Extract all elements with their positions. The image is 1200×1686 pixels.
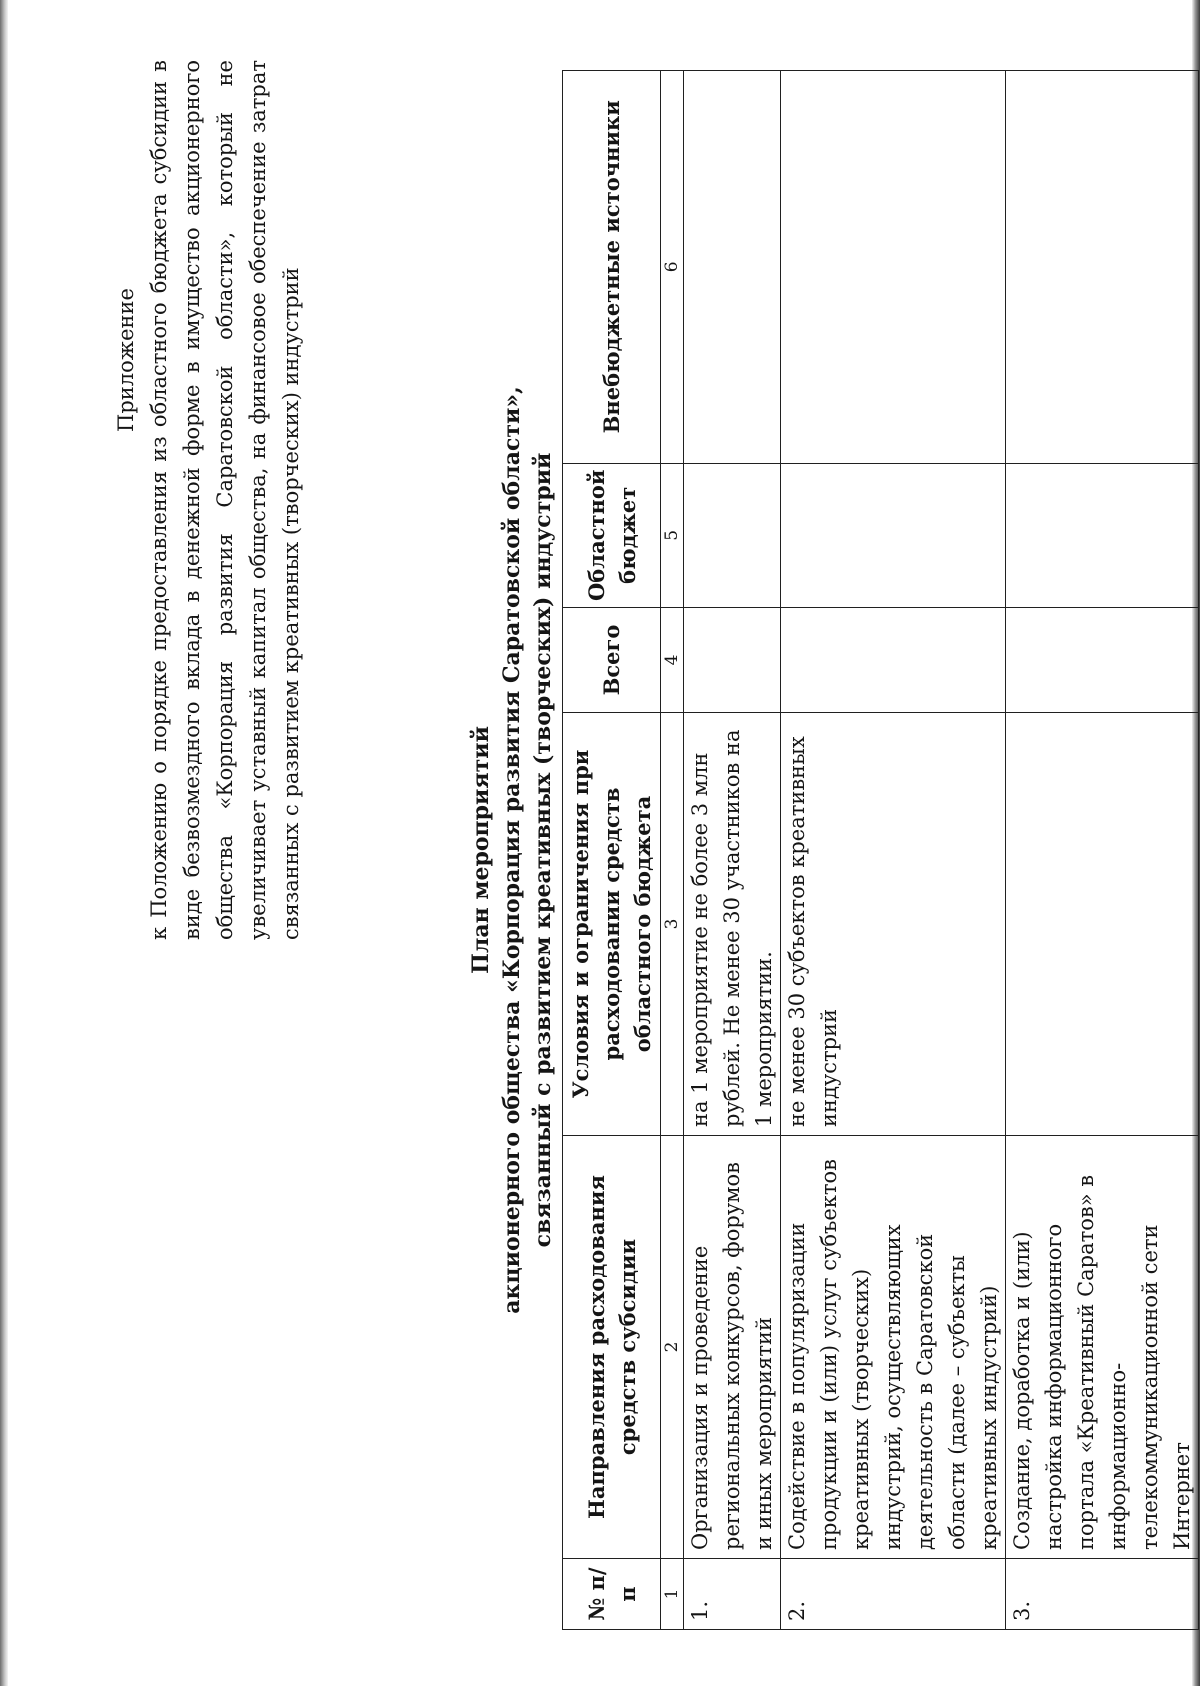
row-extra-budgetary	[781, 71, 1006, 464]
table-row	[781, 71, 1006, 1630]
header-regional-budget: Областной бюджет	[563, 463, 661, 607]
column-number: 2	[661, 1136, 684, 1559]
column-number: 1	[661, 1559, 684, 1630]
row-direction: Содействие в популяризации продукции и (или) услуг субъектов креативных (творческих) индустрий, осуществляющих деятельность в Саратовской области (далее – субъекты креативных индустрий)	[781, 1136, 1006, 1559]
row-regional-budget	[781, 463, 1006, 607]
plan-title	[466, 70, 559, 1630]
header-number: № п/п	[563, 1559, 661, 1630]
table-row	[684, 71, 781, 1630]
document-page	[110, 50, 1194, 1630]
column-number: 4	[661, 608, 684, 713]
appendix-text: к Положению о порядке предоставления из областного бюджета субсидии в виде безвозмездного вклада в денежной форме в имущество акционерного общества «Корпорация развития Саратовской области», который не увеличивает уставный капитал общества, на финансовое обеспечение затрат связанных с развитием креативных (творческих) индустрий	[147, 60, 303, 940]
row-direction: Создание, доработка и (или) настройка информационного портала «Креативный Саратов» в информационно-телекоммуникационной сети Интернет	[1006, 1136, 1199, 1559]
row-regional-budget	[1006, 463, 1199, 607]
row-conditions: не менее 30 субъектов креативных индустрий	[781, 713, 1006, 1136]
column-number-row	[661, 71, 684, 1630]
row-total	[781, 608, 1006, 713]
table-header-row	[563, 71, 661, 1630]
header-direction: Направления расходования средств субсидии	[563, 1136, 661, 1559]
row-number: 1.	[684, 1559, 781, 1630]
column-number: 5	[661, 463, 684, 607]
table-row	[1006, 71, 1199, 1630]
plan-title-line: связанный с развитием креативных (творческих) индустрий	[530, 452, 556, 1248]
appendix-block	[110, 60, 308, 940]
row-number: 3.	[1006, 1559, 1199, 1630]
plan-title-line: План мероприятий	[468, 726, 494, 974]
column-number: 3	[661, 713, 684, 1136]
header-conditions: Условия и ограничения при расходовании средств областного бюджета	[563, 713, 661, 1136]
row-number: 2.	[781, 1559, 1006, 1630]
row-extra-budgetary	[1006, 71, 1199, 464]
header-total: Всего	[563, 608, 661, 713]
row-total	[1006, 608, 1199, 713]
scan-edge-left	[0, 0, 8, 1686]
header-extra-budgetary: Внебюджетные источники	[563, 71, 661, 464]
appendix-title: Приложение	[114, 288, 138, 432]
plan-table	[562, 70, 1199, 1630]
row-direction: Организация и проведение региональных конкурсов, форумов и иных мероприятий	[684, 1136, 781, 1559]
row-conditions	[1006, 713, 1199, 1136]
row-conditions: на 1 мероприятие не более 3 млн рублей. Не менее 30 участников на 1 мероприятии.	[684, 713, 781, 1136]
row-regional-budget	[684, 463, 781, 607]
column-number: 6	[661, 71, 684, 464]
row-total	[684, 608, 781, 713]
row-extra-budgetary	[684, 71, 781, 464]
plan-title-line: акционерного общества «Корпорация развития Саратовской области»,	[499, 386, 525, 1314]
